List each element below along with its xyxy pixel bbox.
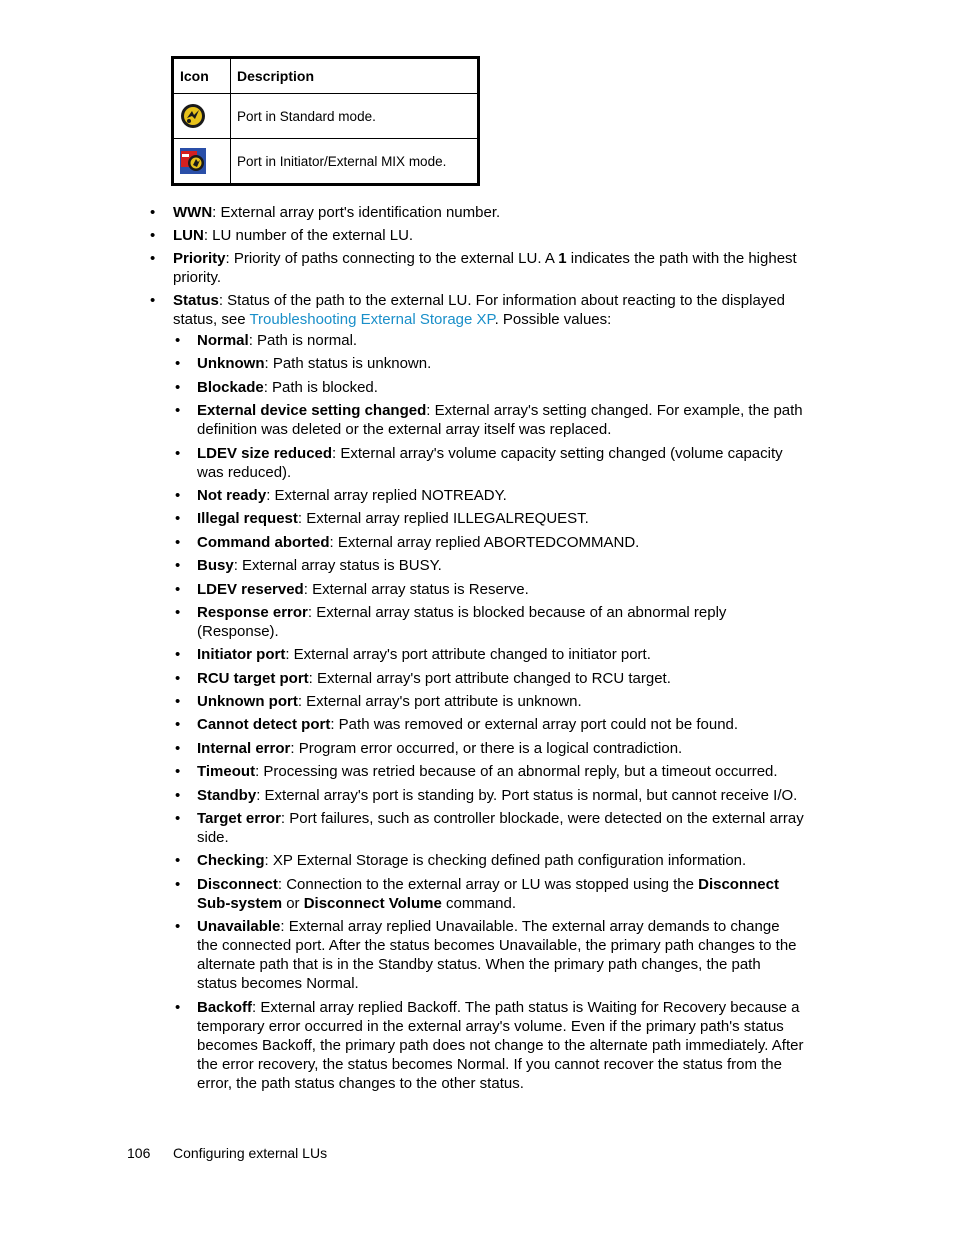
definition: : External array status is blocked because of an abnormal reply (Response). [197, 603, 727, 640]
term: Priority [173, 250, 226, 267]
list-item-disconnect [173, 875, 804, 913]
list-item [173, 580, 804, 599]
definition: : Path is blocked. [263, 378, 378, 396]
definition: or [282, 894, 304, 912]
definition: : Path is normal. [248, 332, 358, 349]
list-item [173, 786, 804, 805]
list-item [173, 809, 804, 847]
definition: indicates the path with the highest priority. [173, 250, 797, 286]
term: Blockade [197, 378, 264, 396]
term: Unknown [197, 355, 265, 373]
priority-value: 1 [558, 250, 567, 267]
page-number: 106 [127, 1145, 151, 1161]
term: Internal error [197, 739, 291, 757]
term: Standby [197, 786, 257, 804]
list-item [173, 917, 804, 993]
term: WWN [173, 204, 213, 221]
list-item [173, 715, 804, 734]
definition: : XP External Storage is checking defined path configuration information. [264, 852, 747, 870]
definition: : External array's volume capacity setting changed (volume capacity was reduced). [197, 444, 783, 481]
list-item [173, 645, 804, 664]
troubleshooting-link[interactable]: Troubleshooting External Storage XP [249, 311, 495, 328]
section-title: Configuring external LUs [173, 1145, 328, 1161]
page-footer [127, 1145, 327, 1161]
term: Disconnect [197, 875, 278, 893]
term: Backoff [197, 998, 253, 1016]
list-item [173, 533, 804, 552]
term: Busy [197, 557, 234, 575]
definition: : External array's port attribute changed to initiator port. [285, 646, 651, 664]
definition: : External array status is Reserve. [303, 580, 529, 598]
term: LDEV reserved [197, 580, 304, 598]
table-cell-description: Port in Standard mode. [231, 94, 479, 139]
field-list [149, 203, 804, 1097]
table-row [173, 94, 479, 139]
definition: : Priority of paths connecting to the external LU. A [225, 250, 559, 267]
definition: : Connection to the external array or LU was stopped using the [277, 875, 699, 893]
table-header-row [173, 58, 479, 94]
list-item-priority [149, 249, 804, 287]
definition: command. [441, 894, 517, 912]
term: Initiator port [197, 646, 286, 664]
term: Cannot detect port [197, 716, 331, 734]
definition: : Processing was retried because of an abnormal reply, but a timeout occurred. [255, 763, 778, 781]
definition: : External array's port attribute changed to RCU target. [308, 669, 671, 687]
definition: : External array status is BUSY. [233, 557, 442, 575]
term: Unknown port [197, 693, 298, 711]
table-cell-description: Port in Initiator/External MIX mode. [231, 139, 479, 185]
icon-column-header: Icon [173, 58, 231, 94]
list-item [173, 509, 804, 528]
definition: : LU number of the external LU. [203, 227, 414, 244]
definition: : Path status is unknown. [264, 355, 432, 373]
port-mix-icon [180, 148, 206, 174]
list-item-wwn [149, 203, 804, 222]
term: Unavailable [197, 918, 281, 936]
port-standard-icon [180, 103, 206, 129]
list-item [173, 669, 804, 688]
term: Command aborted [197, 533, 330, 551]
description-column-header: Description [231, 58, 479, 94]
definition: : External array's port attribute is unknown. [297, 693, 582, 711]
icon-cell [173, 139, 231, 185]
list-item [173, 692, 804, 711]
list-item-status [149, 291, 804, 1093]
icon-cell [173, 94, 231, 139]
list-item [173, 739, 804, 758]
definition: : External array replied NOTREADY. [266, 486, 507, 504]
command-name: Disconnect Sub-system [197, 875, 779, 912]
definition: : External array's setting changed. For example, the path definition was deleted or the external array itself was replaced. [197, 402, 803, 439]
definition: : External array port's identification number. [212, 204, 501, 221]
status-values-list [173, 331, 804, 1093]
term: Normal [197, 332, 249, 349]
definition: : External array replied Backoff. The path status is Waiting for Recovery because a temporary error occurred in the external array's volume. Even if the primary path's status becomes Backoff, the primary path does not change to the alternate path immediately. After the error recovery, the status becomes Normal. If you cannot recover the status from the error, the path status changes to the other status. [197, 998, 804, 1092]
term: Response error [197, 603, 308, 621]
term: Illegal request [197, 510, 298, 528]
term: External device setting changed [197, 402, 427, 420]
definition: : Program error occurred, or there is a logical contradiction. [290, 739, 683, 757]
port-icon-table [171, 56, 480, 186]
definition: : External array replied Unavailable. The external array demands to change the connected port. After the status becomes Unavailable, the primary path changes to the alternate path that is in the Standby status. When the primary path changes, the path status becomes Normal. [197, 918, 797, 993]
definition: : External array's port is standing by. Port status is normal, but cannot receive I/O. [256, 786, 798, 804]
list-item [173, 444, 804, 482]
term: Checking [197, 852, 265, 870]
definition: : Port failures, such as controller blockade, were detected on the external array side. [197, 810, 804, 847]
term: Not ready [197, 486, 267, 504]
definition: . Possible values: [494, 311, 612, 328]
list-item [173, 354, 804, 373]
list-item [173, 331, 804, 350]
term: Status [173, 292, 219, 309]
list-item [173, 851, 804, 870]
term: Target error [197, 810, 281, 828]
term: LUN [173, 227, 204, 244]
list-item-lun [149, 226, 804, 245]
list-item [173, 378, 804, 397]
list-item [173, 556, 804, 575]
list-item [173, 762, 804, 781]
term: Timeout [197, 763, 256, 781]
list-item [173, 603, 804, 641]
table-row [173, 139, 479, 185]
list-item [173, 998, 804, 1093]
definition: : External array replied ABORTEDCOMMAND. [329, 533, 640, 551]
term: LDEV size reduced [197, 444, 333, 462]
term: RCU target port [197, 669, 309, 687]
list-item [173, 401, 804, 439]
definition: : Status of the path to the external LU. For information about reacting to the displayed status, see [173, 292, 786, 328]
list-item [173, 486, 804, 505]
command-name: Disconnect Volume [303, 894, 442, 912]
definition: : Path was removed or external array port could not be found. [330, 716, 739, 734]
definition: : External array replied ILLEGALREQUEST. [297, 510, 589, 528]
